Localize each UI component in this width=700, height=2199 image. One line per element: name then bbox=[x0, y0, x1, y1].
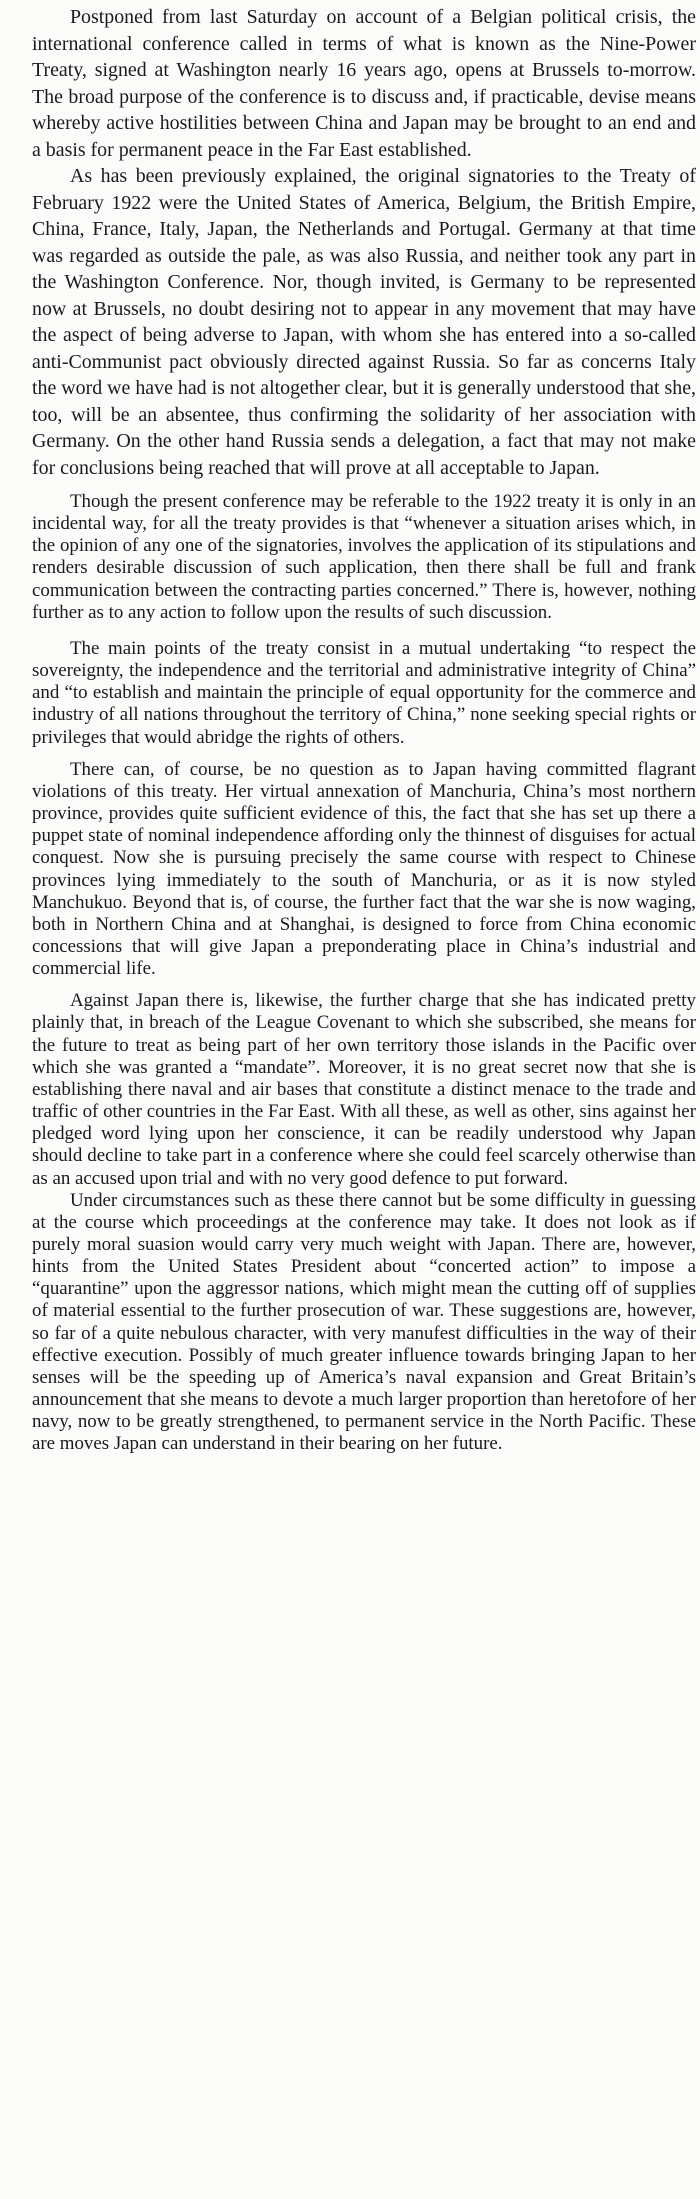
article-column bbox=[32, 4, 696, 1456]
paragraph-violations: There can, of course, be no question as to Japan having committed flagrant violations of this treaty. Her virtual annexation of Manchuria, China’s most northern province, provides quite sufficient evidence of this, the fact that she has set up there a puppet state of nominal independence affording only the thinnest of disguises for actual conquest. Now she is pursuing precisely the same course with respect to Chinese provinces lying immediately to the south of Manchuria, or as it is now styled Manchukuo. Beyond that is, of course, the further fact that the war she is now waging, both in Northern China and at Shanghai, is designed to force from China economic concessions that will give Japan a preponderating place in China’s industrial and commercial life. bbox=[32, 758, 696, 980]
paragraph-conference-opening: Postponed from last Saturday on account of a Belgian political crisis, the international conference called in terms of what is known as the Nine-Power Treaty, signed at Washington nearly 16 years ago, opens at Brussels to-morrow. The broad purpose of the conference is to discuss and, if practicable, devise means whereby active hostilities between China and Japan may be brought to an end and a basis for permanent peace in the Far East established. bbox=[32, 6, 696, 161]
paragraph-main-points: The main points of the treaty consist in a mutual undertaking “to respect the sovereignty, the independence and the territorial and administrative integrity of China” and “to establish and maintain the principle of equal opportunity for the commerce and industry of all nations throughout the territory of China,” none seeking special rights or privileges that would abridge the rights of others. bbox=[32, 637, 696, 748]
paragraph-further-charge: Against Japan there is, likewise, the further charge that she has indicated pretty plainly that, in breach of the League Covenant to which she subscribed, she means for the future to treat as being part of her own territory those islands in the Pacific over which she was granted a “mandate”. Moreover, it is no great secret now that she is establishing there naval and air bases that constitute a distinct menace to the trade and traffic of other countries in the Far East. With all these, as well as other, sins against her pledged word lying upon her conscience, it can be readily understood why Japan should decline to take part in a conference where she could feel scarcely otherwise than as an accused upon trial and with no very good defence to put forward. bbox=[32, 990, 696, 1189]
paragraph-circumstances: Under circumstances such as these there cannot but be some difficulty in guessing at the course which proceedings at the conference may take. It does not look as if purely moral suasion would carry very much weight with Japan. There are, however, hints from the United States President about “concerted action” to impose a “quarantine” upon the aggressor nations, which might mean the cutting off of supplies of material essential to the further prosecution of war. These suggestions are, however, so far of a quite nebulous character, with very manufest difficulties in the way of their effective execution. Possibly of much greater influence towards bringing Japan to her senses will be the speeding up of America’s naval expansion and Great Britain’s announcement that she means to devote a much larger proportion than heretofore of her navy, now to be greatly strengthened, to permanent service in the North Pacific. These are moves Japan can understand in their bearing on her future. bbox=[32, 1189, 696, 1455]
paragraph-signatories: As has been previously explained, the original signatories to the Treaty of February 1922 were the United States of America, Belgium, the British Empire, China, France, Italy, Japan, the Netherlands and Portugal. Germany at that time was regarded as outside the pale, as was also Russia, and neither took any part in the Washington Conference. Nor, though invited, is Germany to be represented now at Brussels, no doubt desiring not to appear in any movement that may have the aspect of being adverse to Japan, with whom she has entered into a so-called anti-Communist pact obviously directed against Russia. So far as concerns Italy the word we have had is not altogether clear, but it is generally understood that she, too, will be an absentee, thus confirming the solidarity of her association with Germany. On the other hand Russia sends a delegation, a fact that may not make for conclusions being reached that will prove at all acceptable to Japan. bbox=[32, 165, 696, 479]
paragraph-treaty-provisions: Though the present conference may be referable to the 1922 treaty it is only in an incidental way, for all the treaty provides is that “whenever a situation arises which, in the opinion of any one of the signatories, involves the application of its stipulations and renders desirable discussion of such application, then there shall be full and frank communication between the contracting parties concerned.” There is, however, nothing further as to any action to follow upon the results of such discussion. bbox=[32, 491, 696, 623]
